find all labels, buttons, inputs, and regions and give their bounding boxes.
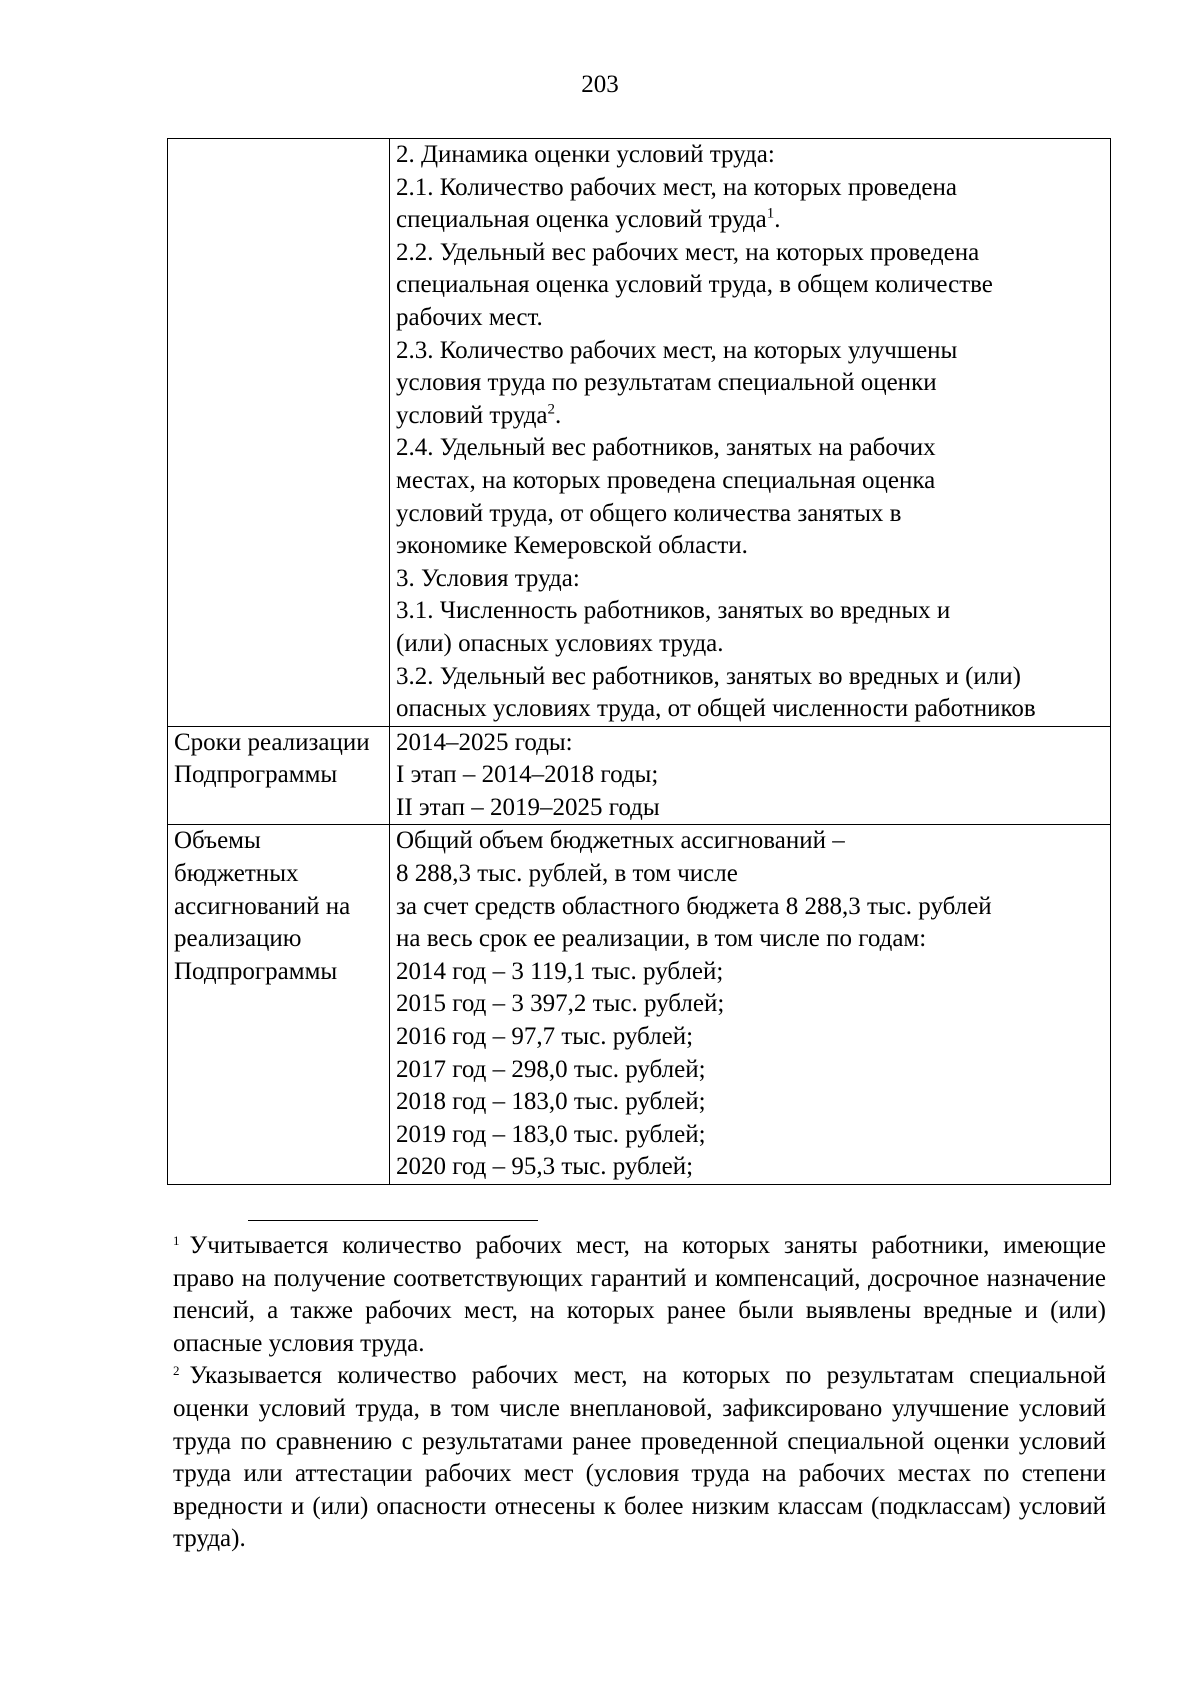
row-label-cell <box>168 139 390 727</box>
footnotes <box>173 1230 1106 1556</box>
content-line <box>396 858 1104 891</box>
footnote-mark: 1 <box>173 1233 180 1248</box>
row-label-line: реализацию <box>174 925 302 953</box>
row-label-line: ассигнований на <box>174 892 351 920</box>
content-line <box>396 563 1104 596</box>
content-line <box>396 465 1104 498</box>
content-line <box>396 792 1104 825</box>
content-line-text: 2. Динамика оценки условий труда: <box>396 141 775 168</box>
content-line-text: (или) опасных условиях труда. <box>396 629 724 657</box>
content-line <box>396 269 1104 302</box>
content-line-text: 2020 год – 95,3 тыс. рублей; <box>396 1153 694 1181</box>
footnote-separator <box>248 1220 538 1221</box>
content-line <box>396 139 1104 172</box>
content-line-text: опасных условиях труда, от общей численности работников <box>396 695 1036 723</box>
content-line-text: за счет средств областного бюджета 8 288,3 тыс. рублей <box>396 892 992 920</box>
row-label-line: Объемы <box>174 827 261 855</box>
content-line-text: I этап – 2014–2018 годы; <box>396 761 659 789</box>
content-line-suffix: . <box>555 401 562 429</box>
content-line <box>396 759 1104 792</box>
content-line <box>396 400 1104 433</box>
content-line <box>396 367 1104 400</box>
content-line-text: условия труда по результатам специальной оценки <box>396 369 937 397</box>
program-passport-table <box>167 138 1111 1185</box>
content-line-text: местах, на которых проведена специальная оценка <box>396 466 936 494</box>
content-line-text: Общий объем бюджетных ассигнований – <box>396 827 845 855</box>
content-line-text: II этап – 2019–2025 годы <box>396 793 660 821</box>
content-line <box>396 204 1104 237</box>
content-line-text: 2.4. Удельный вес работников, занятых на рабочих <box>396 434 936 462</box>
content-line <box>396 498 1104 531</box>
table-row <box>168 726 1111 825</box>
content-line <box>396 825 1104 858</box>
content-line-text: 2016 год – 97,7 тыс. рублей; <box>396 1023 694 1051</box>
row-content-cell <box>390 825 1111 1185</box>
content-line-text: условий труда <box>396 401 548 429</box>
content-line-text: 2018 год – 183,0 тыс. рублей; <box>396 1088 706 1116</box>
row-content-cell <box>390 726 1111 825</box>
content-line-text: 2014–2025 годы: <box>396 728 573 756</box>
row-label-cell <box>168 726 390 825</box>
content-line-text: 3.1. Численность работников, занятых во вредных и <box>396 597 951 625</box>
content-line <box>396 891 1104 924</box>
footnote <box>173 1360 1106 1556</box>
row-label-line: Подпрограммы <box>174 957 338 985</box>
content-line-text: 3.2. Удельный вес работников, занятых во вредных и (или) <box>396 662 1021 690</box>
content-line-text: специальная оценка условий труда <box>396 206 767 234</box>
content-line-text: 2017 год – 298,0 тыс. рублей; <box>396 1055 706 1083</box>
footnote-mark: 2 <box>173 1363 180 1379</box>
content-line <box>396 1054 1104 1087</box>
content-line-text: 3. Условия труда: <box>396 564 580 592</box>
content-line-text: специальная оценка условий труда, в общем количестве <box>396 271 993 299</box>
content-line <box>396 432 1104 465</box>
content-line-text: 2014 год – 3 119,1 тыс. рублей; <box>396 957 724 985</box>
footnote <box>173 1230 1106 1360</box>
footnote-reference: 2 <box>547 401 556 418</box>
content-line <box>396 1151 1104 1184</box>
content-line <box>396 727 1104 760</box>
content-line <box>396 1021 1104 1054</box>
content-line-text: 2015 год – 3 397,2 тыс. рублей; <box>396 990 725 1018</box>
content-line <box>396 595 1104 628</box>
content-line <box>396 335 1104 368</box>
content-line <box>396 988 1104 1021</box>
row-label-line: Подпрограммы <box>174 761 338 789</box>
content-line <box>396 172 1104 205</box>
row-label-cell <box>168 825 390 1185</box>
content-line <box>396 1086 1104 1119</box>
content-line-suffix: . <box>774 206 781 234</box>
content-line <box>396 302 1104 335</box>
footnote-text: Учитывается количество рабочих мест, на которых заняты работники, имеющие право на получение соответствующих гарантий и компенсаций, досрочное назначение пенсий, а также рабочих мест, на которых ранее были выявлены вредные и (или) опасные условия труда. <box>173 1232 1106 1357</box>
content-line <box>396 530 1104 563</box>
content-line <box>396 237 1104 270</box>
content-line-text: экономике Кемеровской области. <box>396 532 748 560</box>
row-label-line: бюджетных <box>174 860 299 888</box>
table-row <box>168 139 1111 727</box>
content-line <box>396 628 1104 661</box>
content-line-text: 2.1. Количество рабочих мест, на которых проведена <box>396 173 957 201</box>
content-line <box>396 956 1104 989</box>
content-line <box>396 923 1104 956</box>
table-row <box>168 825 1111 1185</box>
content-line <box>396 693 1104 726</box>
row-content-cell <box>390 139 1111 727</box>
content-line-text: 2019 год – 183,0 тыс. рублей; <box>396 1120 706 1148</box>
content-line <box>396 1119 1104 1152</box>
content-line-text: 2.3. Количество рабочих мест, на которых улучшены <box>396 336 958 364</box>
content-line-text: рабочих мест. <box>396 303 543 331</box>
footnote-text: Указывается количество рабочих мест, на которых по результатам специальной оценки условий труда, в том числе внеплановой, зафиксировано улучшение условий труда по сравнению с результатами ранее проведенной специальной оценки условий труда или аттестации рабочих мест (условия труда на рабочих местах по степени вредности и (или) опасности отнесены к более низким классам (подклассам) условий труда). <box>173 1362 1106 1553</box>
content-line-text: 8 288,3 тыс. рублей, в том числе <box>396 860 738 888</box>
content-line-text: 2.2. Удельный вес рабочих мест, на которых проведена <box>396 238 980 266</box>
page-number: 203 <box>581 71 619 98</box>
content-line-text: условий труда, от общего количества занятых в <box>396 499 902 527</box>
footnote-reference: 1 <box>766 205 775 222</box>
row-label-line: Сроки реализации <box>174 728 370 756</box>
content-line <box>396 661 1104 694</box>
content-line-text: на весь срок ее реализации, в том числе по годам: <box>396 925 927 953</box>
